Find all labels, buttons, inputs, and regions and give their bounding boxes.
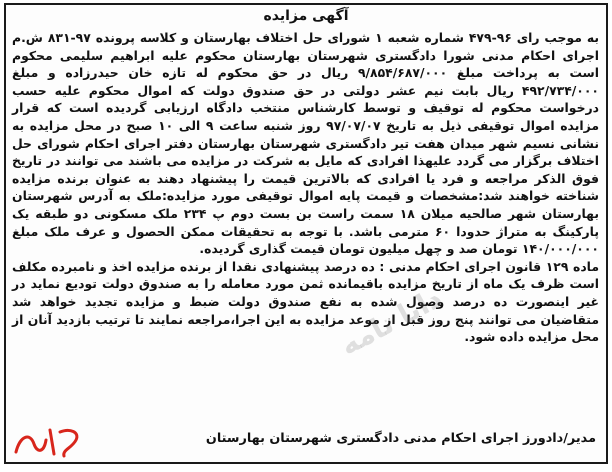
signature-line: مدیر/دادورز اجرای احکام مدنی دادگستری شهرستان بهارستان <box>205 431 596 446</box>
notice-body <box>12 29 599 346</box>
watermark-text: دانا نامه <box>334 281 448 362</box>
notice-frame <box>4 3 608 464</box>
notice-paragraph-main: به موجب رای ۹۶-۴۷۹ شماره شعبه ۱ شورای حل اختلاف بهارستان و کلاسه پرونده ۹۷-۸۳۱ ش.م اجرای احکام مدنی شورا دادگستری شهرستان بهارستان محکوم علیه ابراهیم سلیمی محکوم است به پرداخت مبلغ ۹/۸۵۴/۶۸۷/۰۰۰ ریال در حق محکوم له تازه خان حیدرزاده و مبلغ ۴۹۲/۷۳۴/۰۰۰ ریال بابت نیم عشر دولتی در حق صندوق دولت که اموال محکوم علیه حسب درخواست محکوم له توقیف و توسط کارشناس منتخب دادگاه ارزیابی گردیده است که قرار مزایده اموال توقیفی ذیل به تاریخ ۹۷/۰۷/۰۷ روز شنبه ساعت ۹ الی ۱۰ صبح در محل مزایده به نشانی نسیم شهر میدان هفت تیر دادگستری شهرستان بهارستان دفتر اجرای احکام شورای حل اختلاف برگزار می گردد علیهذا افرادی که مایل به شرکت در مزایده می باشند می توانند در تاریخ فوق الذکر مراجعه و فرد یا افرادی که بالاترین قیمت را پیشنهاد دهند به عنوان برنده مزایده شناخته خواهند شد:مشخصات و قیمت پایه اموال توقیفی مورد مزایده:ملک به آدرس شهرستان بهارستان شهر صالحیه میلان ۱۸ سمت راست بن بست دوم پ ۲۳۴ ملک مسکونی دو طبقه یک پارکینگ به متراژ حدودا ۶۰ مترمی باشد. با توجه به تحقیقات ممکن الحصول و عرف ملک مبلغ ۱۴۰/۰۰۰/۰۰۰ تومان صد و چهل میلیون تومان قیمت گذاری گردیده. <box>12 30 600 257</box>
notice-paragraph-article-129: ماده ۱۲۹ قانون اجرای احکام مدنی : ده درصد پیشنهادی نقدا از برنده مزایده اخذ و نامبرده مکلف است ظرف یک ماه از تاریخ مزایده باقیمانده ثمن مورد معامله را به صندوق دولت تودیع نماید در غیر اینصورت ده درصد وصول شده به نفع صندوق دولت ضبط و مزایده تجدید خواهد شد متقاضیان می توانند پنج روز قبل از موعد مزایده به این اجرا،مراجعه نمایند تا ترتیب بازدید آنان از محل مزایده داده شود. <box>12 258 600 345</box>
notice-title: آگهی مزایده <box>263 8 349 24</box>
handwritten-mark-icon <box>10 422 88 460</box>
